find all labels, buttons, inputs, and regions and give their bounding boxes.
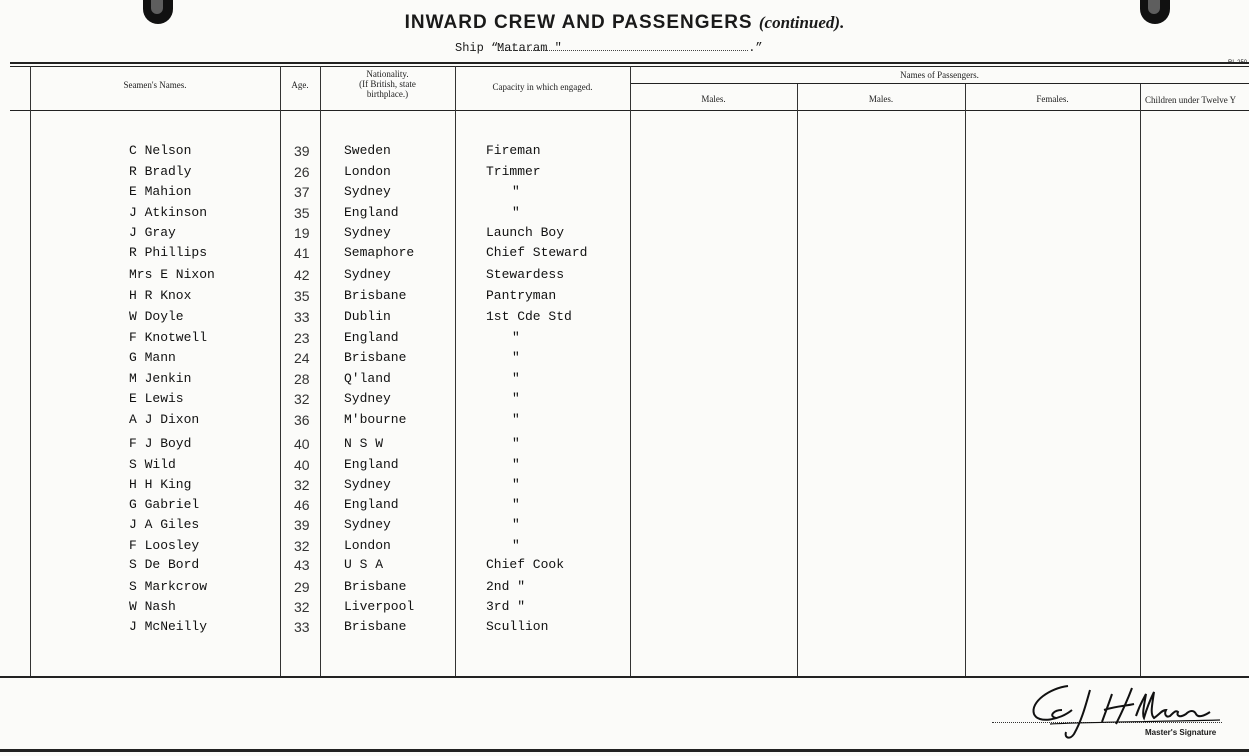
column-divider-males-males [797, 84, 798, 676]
crew-capacity: " [512, 457, 520, 472]
crew-capacity: " [512, 330, 520, 345]
crew-age: 24 [294, 350, 310, 366]
crew-nationality: Sydney [344, 517, 391, 532]
crew-name: S Markcrow [129, 579, 208, 594]
crew-name: H R Knox [129, 288, 192, 303]
crew-capacity: " [512, 391, 520, 406]
page-title [0, 12, 1249, 34]
crew-name: F Knotwell [129, 330, 208, 345]
header-females: Females. [1036, 94, 1069, 104]
crew-name: R Phillips [129, 245, 208, 260]
title-suffix: (continued). [758, 13, 845, 32]
header-nationality [320, 69, 455, 99]
crew-name: C Nelson [129, 143, 192, 158]
crew-name: J Atkinson [129, 205, 208, 220]
crew-capacity: Scullion [486, 619, 549, 634]
crew-age: 39 [294, 143, 310, 159]
crew-name: W Nash [129, 599, 176, 614]
crew-capacity: " [512, 497, 520, 512]
table-top-rule [10, 62, 1249, 64]
crew-nationality: England [344, 330, 399, 345]
crew-nationality: Sydney [344, 477, 391, 492]
header-capacity: Capacity in which engaged. [492, 82, 593, 92]
crew-age: 28 [294, 371, 310, 387]
crew-age: 43 [294, 557, 310, 573]
crew-nationality: Liverpool [344, 599, 415, 614]
ship-label: Ship [455, 41, 484, 55]
crew-age: 42 [294, 267, 310, 283]
crew-capacity: Stewardess [486, 267, 565, 282]
crew-capacity: " [512, 371, 520, 386]
crew-nationality: London [344, 538, 391, 553]
crew-age: 32 [294, 599, 310, 615]
crew-nationality: Brisbane [344, 579, 407, 594]
crew-nationality: Sydney [344, 267, 391, 282]
column-divider-names-age [280, 66, 281, 676]
signature-label: Master's Signature [1145, 728, 1217, 737]
crew-nationality: Brisbane [344, 288, 407, 303]
column-divider-capacity-passengers [630, 66, 631, 676]
crew-nationality: England [344, 457, 399, 472]
crew-age: 41 [294, 245, 310, 261]
crew-name: J A Giles [129, 517, 200, 532]
crew-capacity: Chief Steward [486, 245, 588, 260]
crew-name: R Bradly [129, 164, 192, 179]
crew-capacity: " [512, 205, 520, 220]
crew-capacity: " [512, 477, 520, 492]
crew-age: 37 [294, 184, 310, 200]
crew-name: E Mahion [129, 184, 192, 199]
crew-age: 35 [294, 205, 310, 221]
column-divider-males-females [965, 84, 966, 676]
header-nationality-line2: (If British, state [359, 79, 416, 89]
crew-name: S De Bord [129, 557, 200, 572]
header-males-1: Males. [701, 94, 726, 104]
crew-nationality: Sydney [344, 391, 391, 406]
crew-nationality: Brisbane [344, 619, 407, 634]
crew-nationality: Semaphore [344, 245, 415, 260]
crew-nationality: Dublin [344, 309, 391, 324]
crew-age: 35 [294, 288, 310, 304]
crew-capacity: Chief Cook [486, 557, 565, 572]
crew-capacity: " [512, 412, 520, 427]
crew-name: J Gray [129, 225, 176, 240]
crew-nationality: Brisbane [344, 350, 407, 365]
header-nationality-line3: birthplace.) [366, 89, 409, 99]
crew-age: 39 [294, 517, 310, 533]
crew-capacity: Fireman [486, 143, 541, 158]
crew-capacity: 1st Cde Std [486, 309, 572, 324]
crew-name: E Lewis [129, 391, 184, 406]
crew-capacity: 3rd " [486, 599, 526, 614]
page-bottom-rule [0, 749, 1249, 752]
crew-nationality: N S W [344, 436, 384, 451]
crew-age: 33 [294, 619, 310, 635]
crew-age: 32 [294, 538, 310, 554]
crew-age: 36 [294, 412, 310, 428]
crew-name: A J Dixon [129, 412, 200, 427]
column-divider-nationality-capacity [455, 66, 456, 676]
crew-age: 40 [294, 436, 310, 452]
crew-nationality: England [344, 497, 399, 512]
column-divider-left-margin [30, 66, 31, 676]
crew-nationality: Q'land [344, 371, 391, 386]
crew-name: G Gabriel [129, 497, 200, 512]
crew-age: 46 [294, 497, 310, 513]
crew-age: 26 [294, 164, 310, 180]
passengers-subheader-rule [630, 83, 1249, 84]
header-passengers-group: Names of Passengers. [900, 70, 979, 80]
crew-nationality: London [344, 164, 391, 179]
crew-nationality: M'bourne [344, 412, 407, 427]
crew-age: 40 [294, 457, 310, 473]
crew-name: M Jenkin [129, 371, 192, 386]
column-divider-age-nationality [320, 66, 321, 676]
header-age: Age. [291, 80, 309, 90]
crew-age: 33 [294, 309, 310, 325]
crew-capacity: " [512, 517, 520, 532]
crew-name: W Doyle [129, 309, 184, 324]
crew-name: F J Boyd [129, 436, 192, 451]
crew-nationality: Sydney [344, 225, 391, 240]
crew-age: 32 [294, 477, 310, 493]
crew-capacity: " [512, 350, 520, 365]
crew-name: Mrs E Nixon [129, 267, 215, 282]
crew-capacity: Pantryman [486, 288, 557, 303]
ship-close-quote: .” [748, 41, 763, 55]
crew-capacity: " [512, 436, 520, 451]
table-bottom-rule [0, 676, 1249, 678]
crew-capacity: " [512, 538, 520, 553]
crew-nationality: England [344, 205, 399, 220]
crew-nationality: Sweden [344, 143, 391, 158]
header-children: Children under Twelve Y [1145, 95, 1237, 105]
ship-line [455, 41, 763, 55]
crew-capacity: " [512, 184, 520, 199]
ship-open-quote: “ [491, 41, 499, 55]
crew-name: H H King [129, 477, 192, 492]
title-main: INWARD CREW AND PASSENGERS [404, 12, 753, 33]
crew-nationality: Sydney [344, 184, 391, 199]
ship-name: Mataram " [497, 41, 562, 55]
crew-age: 32 [294, 391, 310, 407]
crew-nationality: U S A [344, 557, 384, 572]
crew-age: 23 [294, 330, 310, 346]
crew-capacity: Launch Boy [486, 225, 565, 240]
crew-name: F Loosley [129, 538, 200, 553]
header-seamen-names: Seamen's Names. [123, 80, 187, 90]
header-nationality-line1: Nationality. [366, 69, 409, 79]
header-males-2: Males. [868, 94, 894, 104]
crew-capacity: Trimmer [486, 164, 541, 179]
crew-name: S Wild [129, 457, 176, 472]
crew-capacity: 2nd " [486, 579, 526, 594]
crew-name: G Mann [129, 350, 176, 365]
crew-age: 19 [294, 225, 310, 241]
column-divider-females-children [1140, 84, 1141, 676]
crew-age: 29 [294, 579, 310, 595]
crew-name: J McNeilly [129, 619, 208, 634]
